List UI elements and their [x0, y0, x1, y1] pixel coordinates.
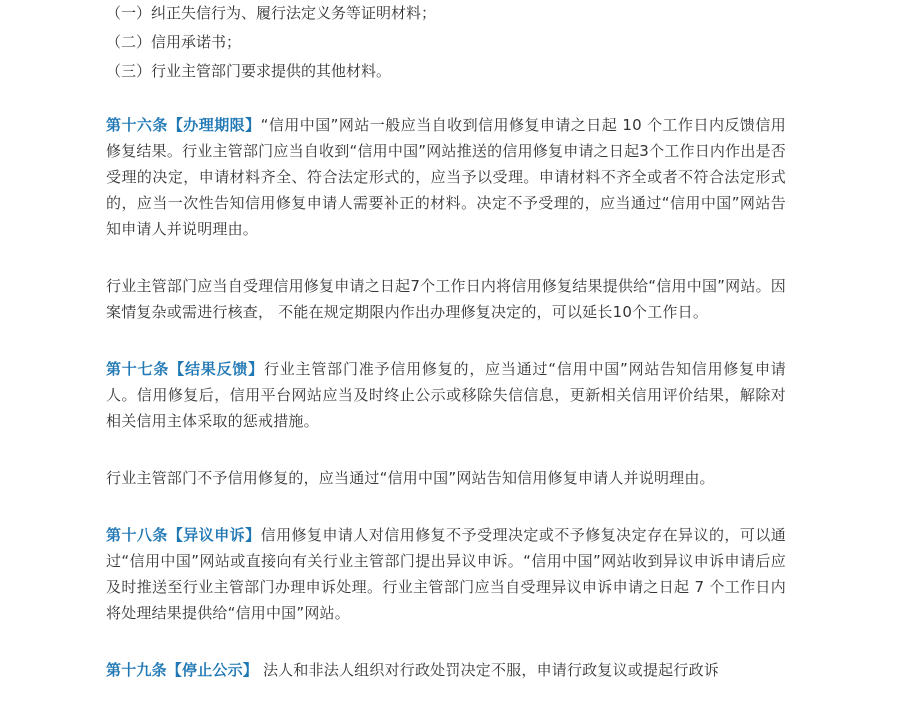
article-18-paragraph [106, 522, 786, 626]
article-16-heading: 第十六条【办理期限】 [106, 116, 261, 134]
article-19-text: 法人和非法人组织对行政处罚决定不服，申请行政复议或提起行政诉 [258, 661, 719, 679]
article-body [106, 0, 786, 683]
article-19-paragraph [106, 657, 786, 683]
article-17-paragraph-2 [106, 465, 786, 491]
article-16-paragraph-2 [106, 273, 786, 325]
article-17-paragraph [106, 356, 786, 434]
article-16-text-2: 行业主管部门应当自受理信用修复申请之日起7个工作日内将信用修复结果提供给“信用中国”网站。因案情复杂或需进行核查， 不能在规定期限内作出办理修复决定的，可以延长10个工作日。 [106, 277, 786, 321]
list-item: （三）行业主管部门要求提供的其他材料。 [106, 62, 392, 80]
article-17-heading: 第十七条【结果反馈】 [106, 360, 264, 378]
article-16-text: “信用中国”网站一般应当自收到信用修复申请之日起 10 个工作日内反馈信用修复结果。行业主管部门应当自收到“信用中国”网站推送的信用修复申请之日起3个工作日内作出是否受理的决定，申请材料齐全、符合法定形式的，应当予以受理。申请材料不齐全或者不符合法定形式的，应当一次性告知信用修复申请人需要补正的材料。决定不予受理的，应当通过“信用中国”网站告知申请人并说明理由。 [106, 116, 786, 238]
article-18-heading: 第十八条【异议申诉】 [106, 526, 261, 544]
article-16-paragraph [106, 112, 786, 242]
article-17-text: 行业主管部门准予信用修复的，应当通过“信用中国”网站告知信用修复申请人。信用修复后，信用平台网站应当及时终止公示或移除失信信息，更新相关信用评价结果，解除对相关信用主体采取的惩戒措施。 [106, 360, 786, 430]
article-18-text: 信用修复申请人对信用修复不予受理决定或不予修复决定存在异议的，可以通过“信用中国”网站或直接向有关行业主管部门提出异议申诉。“信用中国”网站收到异议申诉申请后应及时推送至行业主管部门办理申诉处理。行业主管部门应当自受理异议申诉申请之日起 7 个工作日内将处理结果提供给“信用中国”网站。 [106, 526, 786, 622]
article-19-heading: 第十九条【停止公示】 [106, 661, 259, 679]
list-item: （二）信用承诺书； [106, 33, 242, 51]
article-17-text-2: 行业主管部门不予信用修复的，应当通过“信用中国”网站告知信用修复申请人并说明理由。 [106, 469, 715, 487]
list-item: （一）纠正失信行为、履行法定义务等证明材料； [106, 4, 437, 22]
